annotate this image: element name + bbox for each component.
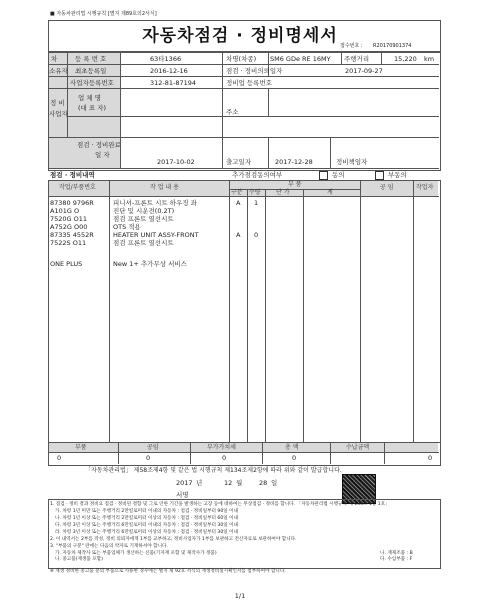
request-date: 2017-09-27 (345, 67, 383, 75)
first-reg-label: 최초등록일 (75, 67, 107, 75)
plate-label: 등 록 번 호 (75, 55, 107, 63)
company-label: 업 체 명 (78, 94, 101, 102)
business-side-label-2: 사업자 (49, 110, 68, 118)
col-parts-price: 단 가 (276, 189, 290, 196)
note-1b: 나. 차령 1년 이상 또는 주행거리 2만킬로미터 이상의 자동차 : 점검 · 정비일부터 60일 이내 (55, 516, 239, 521)
regno-label: 정비업 등록번호 (226, 79, 273, 87)
col-parts: 부 품 (288, 181, 302, 188)
total-labor-value: 0 (146, 454, 151, 462)
doc-number-label: 접수번호 : (340, 43, 363, 49)
year-value: 2017 (176, 479, 193, 487)
total-tax-value: 0 (222, 454, 227, 462)
note-1d: 라. 차령 3년 이상 또는 주행거리 6만킬로미터 이상의 자동차 : 점검 · 정비일부터 30일 이내 (55, 530, 239, 535)
table-row-qty: 0 (254, 231, 259, 239)
total-sum-value: 0 (292, 454, 297, 462)
col-worker: 작업자 (416, 184, 434, 191)
plate-number: 63타1366 (150, 55, 182, 63)
mileage-unit: km (424, 55, 435, 63)
vehicle-side-label: 차 (51, 55, 58, 63)
total-tax-label: 부가가치세 (207, 444, 236, 451)
table-row-code: A101G O (50, 207, 80, 215)
extra-service-code: ONE PLUS (50, 260, 83, 268)
details-label: 점검 · 정비내역 (50, 171, 95, 179)
manager-label: 정비책임자 (336, 158, 368, 166)
note-3b: 나. 중고품(재생품 포함) (55, 557, 103, 562)
consent-agree-checkbox[interactable] (319, 171, 328, 180)
bizno-label: 사업자등록번호 (70, 79, 114, 87)
year-unit: 년 (196, 479, 203, 487)
col-work: 작 업 내 용 (150, 184, 179, 191)
table-row-work: HEATER UNIT ASSY-FRONT (113, 231, 199, 239)
consent-disagree-label: 부동의 (388, 171, 407, 179)
completion-date: 2017-10-02 (157, 158, 195, 166)
note-3a: 가. 자동차 제작사 또는 부품업체가 생산하는 신품(기자재 포함 및 제작사가 정품) (55, 551, 217, 556)
table-row-work: 진단 및 시운전(0.2T) (113, 207, 175, 215)
mileage-value: 15,220 (394, 55, 417, 63)
table-row-qty: 1 (254, 199, 259, 207)
release-date-label: 출고일자 (226, 158, 252, 166)
note-3: 3. "부품의 구분" 란에는 다음의 약자로 기재하셔야 합니다. (50, 544, 168, 549)
deposit-label: 수납금액 (346, 444, 370, 451)
completion-label-1: 점검 · 정비완료 (77, 141, 121, 149)
sign-label: 서명 (176, 491, 189, 499)
deposit-value: 0 (428, 454, 433, 462)
col-parts-sum: 계 (327, 189, 333, 196)
owner-side-label: 소유자 (49, 67, 68, 75)
total-parts-value: 0 (57, 454, 62, 462)
consent-disagree-checkbox[interactable] (375, 171, 384, 180)
model-value: SM6 GDe RE 16MY (270, 55, 331, 63)
document-title: 자동차점검 · 정비명세서 (142, 26, 338, 46)
table-row-code: 7520G O11 (50, 215, 88, 223)
mileage-label: 주행거리 (344, 55, 370, 63)
model-label: 차명(차종) (226, 55, 257, 63)
completion-label-2: 일 자 (95, 151, 110, 159)
table-row-work: 점검 프론트 열선시트 (113, 215, 174, 223)
note-code-b: 나. 재제조품 : B (380, 551, 413, 556)
col-parts-type: 구분 (231, 189, 243, 196)
col-parts-qty: 수량 (249, 189, 261, 196)
bizno-value: 312-81-87194 (150, 79, 197, 87)
table-row-code: 87380 9796R (50, 199, 94, 207)
col-code: 작업/부품번호 (59, 184, 96, 191)
note-code-f: 다. 수입부품 : F (380, 557, 413, 562)
extra-service-work: New 1+ 추가무상 서비스 (113, 260, 187, 268)
table-row-type: A (236, 199, 241, 207)
total-labor-label: 공임 (147, 444, 159, 451)
table-row-work: 피니셔-프론트 시트 하우징 좌 (113, 199, 197, 207)
table-row-type: A (236, 231, 241, 239)
note-1c: 다. 차령 3년 이상 또는 주행거리 6만킬로미터 이내의 자동차 : 점검 · 정비일부터 30일 이내 (55, 523, 239, 528)
consent-label: 추가점검동의여부 (232, 171, 283, 179)
request-date-label: 점검 · 정비의뢰일자 (226, 67, 283, 75)
table-row-code: 7522S O11 (50, 239, 87, 247)
doc-number: R20170901374 (373, 43, 412, 49)
day-value: 28 (259, 479, 268, 487)
totals-header (49, 443, 438, 452)
note-1: 1. 점검 · 정비 결과 정비요 점검 · 정비된 결함 및 그로 인한 기간을 발생하는 고장 등에 대하여는 무상점검 · 정비를 합니다. 「자동차관리법 시행규칙 제 134조 1항 1호」 (50, 502, 390, 507)
col-labor: 공 임 (380, 184, 394, 191)
business-side-cell (49, 77, 67, 137)
day-unit: 일 (271, 479, 278, 487)
first-reg-date: 2016-12-16 (150, 67, 188, 75)
note-2: 2. 이 내역서는 2부를 작성, 정비 의뢰자에게 1부를 교부하고, 정비사업자가 1부를 보관하고 전산자료로 보관하여야 합니다. (50, 537, 297, 542)
page-number: 1/1 (234, 592, 246, 600)
month-value: 12 (224, 479, 233, 487)
total-parts-label: 부품 (75, 444, 87, 451)
work-table (48, 180, 441, 458)
table-row-work: OTS 적용 (113, 223, 141, 231)
representative-label: (대 표 자) (78, 104, 107, 112)
note-1a: 가. 차령 1년 미만 또는 주행거리 2만킬로미터 이내의 자동차 : 점검 · 정비일부터 90일 이내 (55, 509, 239, 514)
address-label: 주소 (226, 108, 239, 116)
month-unit: 월 (236, 479, 243, 487)
consent-agree-label: 동의 (332, 171, 345, 179)
form-reference: ■ 자동차관리법 시행규칙 [별지 제89호의2서식] (50, 11, 157, 17)
statement-text: 「자동차관리법」 제58조제4항 및 같은 법 시행규칙 제134조제2항에 따라 위와 같이 발급합니다. (85, 467, 342, 474)
business-side-label-1: 정 비 (50, 99, 65, 107)
table-row-code: 87335 4552R (50, 231, 94, 239)
note-recycled: ※ 재생 정비한 중고품 분의 부품으로 사용한 경우에는 별지 제 92호 서식의 재생정비실시확인서를 첨부하여야 합니다. (50, 569, 286, 574)
release-date: 2017-12-28 (275, 158, 313, 166)
table-row-work: 점검 프론트 열선시트 (113, 239, 174, 247)
table-row-code: A752G O00 (50, 223, 88, 231)
total-sum-label: 총 액 (285, 444, 299, 451)
